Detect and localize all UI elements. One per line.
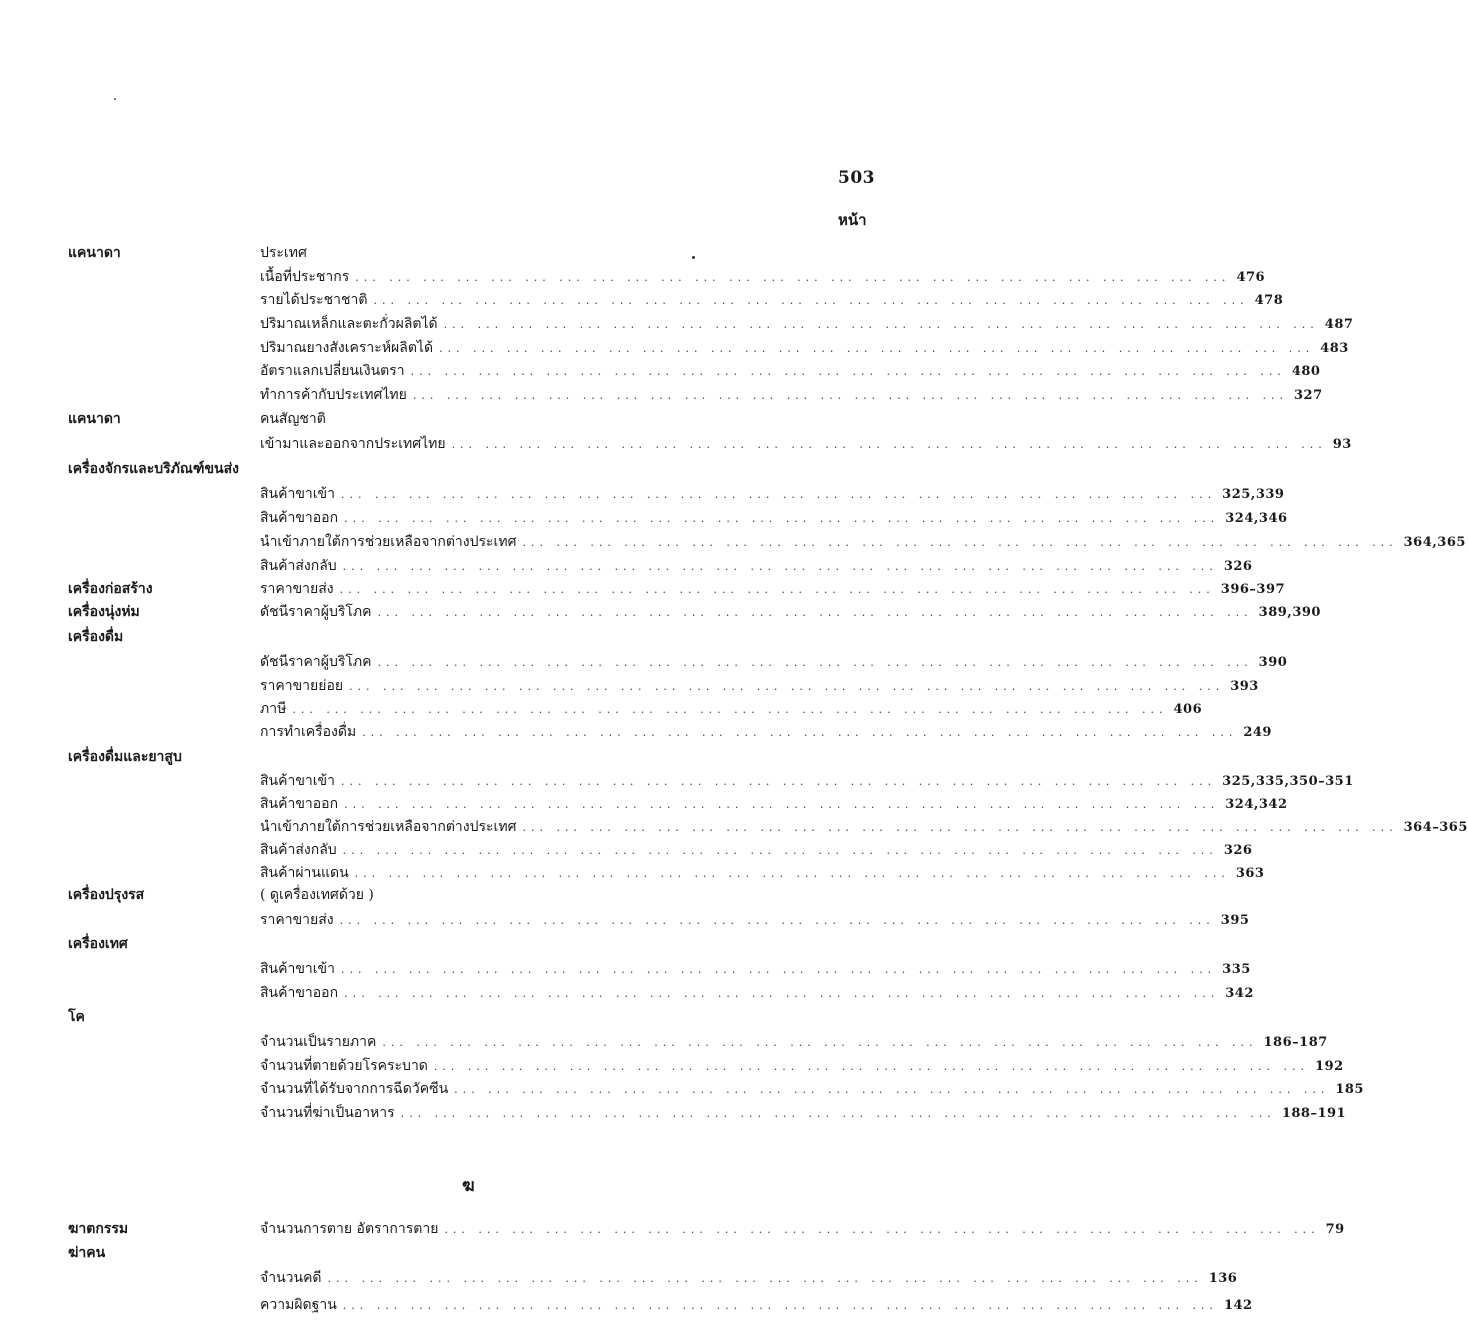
- dot-leader: ... ... ... ... ... ... ... ... ... ... ... ... ... ... ... ... ... ... ... ... ... ... ... ... ... ...: [344, 987, 1220, 1000]
- index-row: [0, 531, 1466, 553]
- dot-leader: ... ... ... ... ... ... ... ... ... ... ... ... ... ... ... ... ... ... ... ... ... ... ... ... ... ...: [377, 606, 1253, 619]
- index-row: [0, 1078, 1364, 1100]
- index-row: [0, 1102, 1347, 1124]
- index-entry: [260, 816, 1468, 839]
- index-subheading: ประเทศ: [260, 245, 307, 261]
- index-category: ฆ่าคน: [68, 1245, 106, 1261]
- index-row: [0, 698, 1203, 720]
- entry-label: ดัชนีราคาผู้บริโภค: [260, 654, 372, 670]
- entry-label: สินค้าผ่านแดน: [260, 865, 349, 881]
- entry-page-ref: 136: [1208, 1271, 1238, 1286]
- index-row: [0, 266, 1266, 288]
- entry-label: ราคาขายส่ง: [260, 912, 334, 928]
- entry-label: สินค้าขาเข้า: [260, 486, 335, 502]
- index-row: [0, 555, 1253, 577]
- index-row: [0, 721, 1272, 743]
- dot-leader: ... ... ... ... ... ... ... ... ... ... ... ... ... ... ... ... ... ... ... ... ... ... ... ... ... ...: [342, 560, 1218, 573]
- index-category: เครื่องนุ่งห่ม: [68, 604, 140, 620]
- index-row: [0, 884, 941, 906]
- dot-leader: ... ... ... ... ... ... ... ... ... ... ... ... ... ... ... ... ... ... ... ... ... ... ... ... ... ...: [342, 1299, 1218, 1312]
- index-entry: [260, 651, 1288, 674]
- index-entry: [260, 698, 1203, 721]
- index-entry: [260, 360, 1321, 383]
- index-entry: [260, 958, 1251, 981]
- index-row: [0, 601, 1321, 623]
- entry-label: รายได้ประชาชาติ: [260, 292, 368, 308]
- dot-leader: ... ... ... ... ... ... ... ... ... ... ... ... ... ... ... ... ... ... ... ... ... ... ... ... ... ...: [339, 914, 1215, 927]
- dot-leader: ... ... ... ... ... ... ... ... ... ... ... ... ... ... ... ... ... ... ... ... ... ... ... ... ... ...: [382, 1036, 1258, 1049]
- index-entry: [260, 770, 1354, 793]
- index-row: [0, 862, 1265, 884]
- index-entry: [260, 337, 1349, 360]
- entry-page-ref: 324,346: [1225, 511, 1288, 526]
- entry-label: สินค้าส่งกลับ: [260, 842, 337, 858]
- entry-page-ref: 342: [1225, 986, 1254, 1001]
- entry-page-ref: 478: [1254, 293, 1284, 308]
- entry-label: จำนวนที่ฆ่าเป็นอาหาร: [260, 1105, 395, 1121]
- index-category: เครื่องเทศ: [68, 936, 128, 952]
- index-entry: [260, 721, 1272, 744]
- index-entry: [260, 675, 1259, 698]
- entry-page-ref: 93: [1332, 437, 1352, 452]
- entry-label: ปริมาณยางสังเคราะห์ผลิตได้: [260, 340, 434, 356]
- dot-leader: ... ... ... ... ... ... ... ... ... ... ... ... ... ... ... ... ... ... ... ... ... ... ... ... ... ...: [355, 271, 1231, 284]
- index-category: แคนาดา: [68, 411, 121, 427]
- entry-label: ภาษี: [260, 701, 287, 717]
- index-row: [0, 1031, 1328, 1053]
- index-entry: [260, 384, 1323, 407]
- index-row: [0, 651, 1288, 673]
- entry-label: นำเข้าภายใต้การช่วยเหลือจากต่างประเทศ: [260, 819, 517, 835]
- entry-label: ราคาขายย่อย: [260, 678, 344, 694]
- entry-page-ref: 188–191: [1281, 1106, 1347, 1121]
- index-row: [0, 958, 1251, 980]
- index-row: [0, 933, 941, 955]
- dot-leader: ... ... ... ... ... ... ... ... ... ... ... ... ... ... ... ... ... ... ... ... ... ... ... ... ... ...: [412, 389, 1288, 402]
- index-row: [0, 384, 1323, 406]
- dot-leader: ... ... ... ... ... ... ... ... ... ... ... ... ... ... ... ... ... ... ... ... ... ... ... ... ... ...: [354, 867, 1230, 880]
- index-category: เครื่องจักรและบริภัณฑ์ขนส่ง: [68, 461, 240, 477]
- index-entry: [260, 555, 1253, 578]
- index-entry: [260, 909, 1250, 932]
- entry-label: ปริมาณเหล็กและตะกั่วผลิตได้: [260, 316, 438, 332]
- index-row: [0, 578, 1286, 600]
- entry-label: จำนวนคดี: [260, 1270, 322, 1286]
- entry-label: จำนวนที่ตายด้วยโรคระบาด: [260, 1058, 428, 1074]
- dot-leader: ... ... ... ... ... ... ... ... ... ... ... ... ... ... ... ... ... ... ... ... ... ... ... ... ... ...: [341, 488, 1217, 501]
- index-row: [0, 313, 1354, 335]
- dot-leader: ... ... ... ... ... ... ... ... ... ... ... ... ... ... ... ... ... ... ... ... ... ... ... ... ... ...: [341, 775, 1217, 788]
- dot-leader: ... ... ... ... ... ... ... ... ... ... ... ... ... ... ... ... ... ... ... ... ... ... ... ... ... ...: [342, 844, 1218, 857]
- index-entry: [260, 1218, 1345, 1241]
- entry-page-ref: 327: [1294, 388, 1323, 403]
- index-row: [0, 242, 941, 264]
- index-entry: [260, 578, 1286, 601]
- entry-page-ref: 326: [1223, 843, 1253, 858]
- entry-page-ref: 476: [1236, 270, 1266, 285]
- index-category: เครื่องดื่ม: [68, 629, 124, 645]
- index-row: [0, 360, 1321, 382]
- index-entry: [260, 531, 1466, 554]
- index-entry: [260, 1078, 1364, 1101]
- index-category: ฆาตกรรม: [68, 1221, 129, 1237]
- index-entry: [260, 982, 1254, 1005]
- page-column-label: หน้า: [838, 211, 867, 229]
- entry-page-ref: 79: [1325, 1222, 1345, 1237]
- index-category: เครื่องก่อสร้าง: [68, 581, 153, 597]
- index-entry: [260, 793, 1288, 816]
- index-row: [0, 626, 941, 648]
- entry-page-ref: 326: [1223, 559, 1253, 574]
- entry-label: เข้ามาและออกจากประเทศไทย: [260, 436, 446, 452]
- index-entry: [260, 839, 1253, 862]
- page-number: 503: [838, 168, 875, 188]
- entry-page-ref: 364–365: [1403, 820, 1468, 835]
- entry-page-ref: 325,335,350–351: [1222, 774, 1354, 789]
- index-category: เครื่องปรุงรส: [68, 887, 145, 903]
- index-row: [0, 1294, 1253, 1316]
- dot-leader: ... ... ... ... ... ... ... ... ... ... ... ... ... ... ... ... ... ... ... ... ... ... ... ... ... ...: [373, 294, 1249, 307]
- entry-label: ความผิดฐาน: [260, 1297, 337, 1313]
- index-row: [0, 793, 1288, 815]
- entry-page-ref: 487: [1324, 317, 1354, 332]
- index-row: [0, 982, 1254, 1004]
- index-category: เครื่องดื่มและยาสูบ: [68, 749, 182, 765]
- entry-label: สินค้าขาออก: [260, 796, 339, 812]
- index-entry: [260, 1102, 1347, 1125]
- entry-label: การทำเครื่องดื่ม: [260, 724, 357, 740]
- entry-label: จำนวนที่ได้รับจากการฉีดวัคซีน: [260, 1081, 449, 1097]
- index-row: [0, 408, 941, 430]
- index-entry: [260, 313, 1354, 336]
- dot-leader: ... ... ... ... ... ... ... ... ... ... ... ... ... ... ... ... ... ... ... ... ... ... ... ... ... ...: [344, 798, 1220, 811]
- index-entry: [260, 483, 1285, 506]
- index-entry: [260, 601, 1321, 624]
- entry-page-ref: 395: [1220, 913, 1250, 928]
- index-entry: [260, 289, 1284, 312]
- dot-leader: ... ... ... ... ... ... ... ... ... ... ... ... ... ... ... ... ... ... ... ... ... ... ... ... ... ...: [349, 680, 1225, 693]
- entry-page-ref: 389,390: [1258, 605, 1321, 620]
- section-letter: ฆ: [462, 1176, 475, 1196]
- dot-leader: ... ... ... ... ... ... ... ... ... ... ... ... ... ... ... ... ... ... ... ... ... ... ... ... ... ...: [433, 1060, 1310, 1073]
- entry-label: นำเข้าภายใต้การช่วยเหลือจากต่างประเทศ: [260, 534, 517, 550]
- entry-label: จำนวนเป็นรายภาค: [260, 1034, 377, 1050]
- index-entry: [260, 1055, 1344, 1078]
- index-row: [0, 1055, 1344, 1077]
- index-row: [0, 458, 941, 480]
- entry-page-ref: 364,365: [1403, 535, 1466, 550]
- entry-label: ทำการค้ากับประเทศไทย: [260, 387, 407, 403]
- index-row: [0, 816, 1468, 838]
- dot-leader: ... ... ... ... ... ... ... ... ... ... ... ... ... ... ... ... ... ... ... ... ... ... ... ... ... ...: [341, 963, 1217, 976]
- entry-label: สินค้าขาออก: [260, 985, 339, 1001]
- index-entry: [260, 1267, 1238, 1290]
- dot-leader: ... ... ... ... ... ... ... ... ... ... ... ... ... ... ... ... ... ... ... ... ... ... ... ... ... ...: [439, 342, 1315, 355]
- entry-page-ref: 483: [1320, 341, 1349, 356]
- entry-page-ref: 363: [1235, 866, 1265, 881]
- index-row: [0, 289, 1284, 311]
- entry-page-ref: 249: [1243, 725, 1272, 740]
- index-row: [0, 839, 1253, 861]
- entry-page-ref: 325,339: [1222, 487, 1285, 502]
- entry-page-ref: 324,342: [1225, 797, 1288, 812]
- index-row: [0, 675, 1259, 697]
- entry-label: อัตราแลกเปลี่ยนเงินตรา: [260, 363, 405, 379]
- dot-leader: ... ... ... ... ... ... ... ... ... ... ... ... ... ... ... ... ... ... ... ... ... ... ... ... ... ...: [327, 1272, 1203, 1285]
- index-row: [0, 1242, 941, 1264]
- entry-page-ref: 142: [1223, 1298, 1253, 1313]
- entry-label: จำนวนการตาย อัตราการตาย: [260, 1221, 439, 1237]
- dot-leader: ... ... ... ... ... ... ... ... ... ... ... ... ... ... ... ... ... ... ... ... ... ... ... ... ... ...: [410, 365, 1286, 378]
- entry-label: สินค้าขาเข้า: [260, 773, 335, 789]
- index-entry: [260, 862, 1265, 885]
- index-row: [0, 337, 1349, 359]
- dot-leader: ... ... ... ... ... ... ... ... ... ... ... ... ... ... ... ... ... ... ... ... ... ... ... ... ... ...: [443, 318, 1319, 331]
- entry-page-ref: 390: [1258, 655, 1288, 670]
- entry-label: ดัชนีราคาผู้บริโภค: [260, 604, 372, 620]
- entry-page-ref: 480: [1291, 364, 1321, 379]
- entry-label: เนื้อที่ประชากร: [260, 269, 350, 285]
- dot-leader: ... ... ... ... ... ... ... ... ... ... ... ... ... ... ... ... ... ... ... ... ... ... ... ... ... ...: [451, 438, 1327, 451]
- dot-leader: ... ... ... ... ... ... ... ... ... ... ... ... ... ... ... ... ... ... ... ... ... ... ... ... ... ...: [292, 703, 1168, 716]
- entry-page-ref: 186–187: [1263, 1035, 1328, 1050]
- dot-leader: ... ... ... ... ... ... ... ... ... ... ... ... ... ... ... ... ... ... ... ... ... ... ... ... ... ...: [339, 583, 1215, 596]
- index-row: [0, 1218, 1345, 1240]
- entry-label: สินค้าขาออก: [260, 510, 339, 526]
- entry-page-ref: 393: [1230, 679, 1259, 694]
- index-entry: [260, 1031, 1328, 1054]
- dot-leader: ... ... ... ... ... ... ... ... ... ... ... ... ... ... ... ... ... ... ... ... ... ... ... ... ... ...: [377, 656, 1253, 669]
- entry-page-ref: 185: [1335, 1082, 1364, 1097]
- index-row: [0, 1006, 941, 1028]
- index-entry: [260, 433, 1352, 456]
- index-entry: [260, 507, 1288, 530]
- index-row: [0, 909, 1250, 931]
- dot-leader: ... ... ... ... ... ... ... ... ... ... ... ... ... ... ... ... ... ... ... ... ... ... ... ... ... ...: [400, 1107, 1276, 1120]
- index-row: [0, 507, 1288, 529]
- index-category: แคนาดา: [68, 245, 121, 261]
- entry-page-ref: 396–397: [1220, 582, 1286, 597]
- entry-label: ราคาขายส่ง: [260, 581, 334, 597]
- dot-leader: ... ... ... ... ... ... ... ... ... ... ... ... ... ... ... ... ... ... ... ... ... ... ... ... ... ...: [522, 821, 1398, 834]
- scan-speck: [114, 98, 116, 100]
- index-row: [0, 433, 1352, 455]
- index-category: โค: [68, 1009, 85, 1025]
- dot-leader: ... ... ... ... ... ... ... ... ... ... ... ... ... ... ... ... ... ... ... ... ... ... ... ... ... ...: [522, 536, 1398, 549]
- entry-page-ref: 192: [1315, 1059, 1344, 1074]
- index-row: [0, 483, 1285, 505]
- index-entry: [260, 266, 1266, 289]
- entry-label: สินค้าส่งกลับ: [260, 558, 337, 574]
- index-subheading: ( ดูเครื่องเทศด้วย ): [260, 887, 374, 903]
- index-row: [0, 746, 941, 768]
- dot-leader: ... ... ... ... ... ... ... ... ... ... ... ... ... ... ... ... ... ... ... ... ... ... ... ... ... ...: [454, 1083, 1330, 1096]
- index-row: [0, 1267, 1238, 1289]
- entry-page-ref: 335: [1222, 962, 1251, 977]
- dot-leader: ... ... ... ... ... ... ... ... ... ... ... ... ... ... ... ... ... ... ... ... ... ... ... ... ... ...: [344, 512, 1220, 525]
- index-subheading: คนสัญชาติ: [260, 411, 326, 427]
- dot-leader: ... ... ... ... ... ... ... ... ... ... ... ... ... ... ... ... ... ... ... ... ... ... ... ... ... ...: [444, 1223, 1320, 1236]
- index-entry: [260, 1294, 1253, 1317]
- entry-page-ref: 406: [1173, 702, 1203, 717]
- dot-leader: ... ... ... ... ... ... ... ... ... ... ... ... ... ... ... ... ... ... ... ... ... ... ... ... ... ...: [362, 726, 1238, 739]
- index-row: [0, 770, 1354, 792]
- entry-label: สินค้าขาเข้า: [260, 961, 335, 977]
